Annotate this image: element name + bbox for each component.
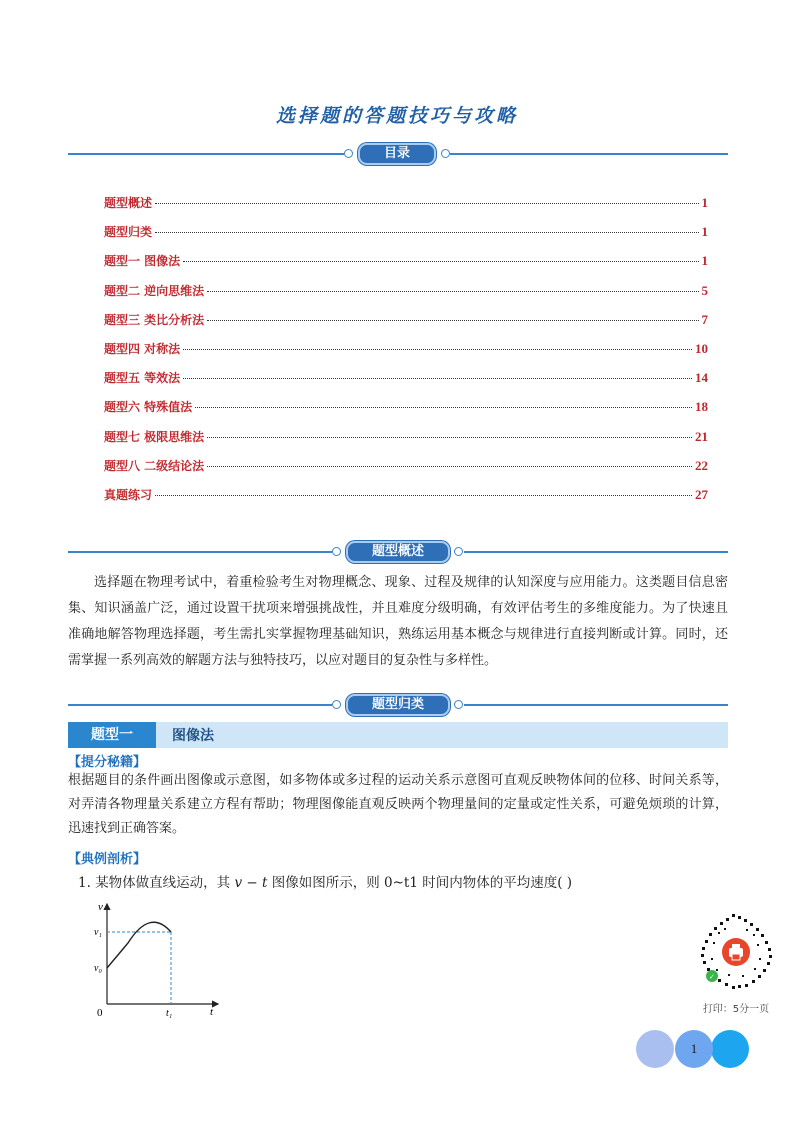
overview-heading-bar bbox=[68, 541, 728, 563]
y-axis-label: v bbox=[98, 901, 103, 913]
qr-caption: 打印：5分一页 bbox=[702, 1004, 770, 1015]
divider-line bbox=[68, 153, 344, 155]
question-text-pre: 某物体做直线运动，其 bbox=[95, 875, 231, 891]
question-variable: v − t bbox=[234, 875, 268, 891]
toc-item[interactable]: 题型归类 1 bbox=[104, 224, 708, 240]
svg-text:✓: ✓ bbox=[709, 973, 715, 981]
divider-line bbox=[464, 704, 728, 706]
origin-label: 0 bbox=[97, 1007, 103, 1019]
divider-line bbox=[464, 551, 728, 553]
vt-curve bbox=[107, 922, 171, 968]
classify-heading-bar bbox=[68, 694, 728, 716]
v0-label: v₀ bbox=[94, 963, 102, 974]
type-name: 图像法 bbox=[172, 728, 214, 744]
toc-item[interactable]: 题型五 等效法 14 bbox=[104, 370, 708, 386]
question-number: 1. bbox=[78, 875, 91, 891]
v1-label: v₁ bbox=[94, 927, 102, 938]
decor-circle bbox=[711, 1030, 749, 1068]
toc-item[interactable]: 题型概述 1 bbox=[104, 195, 708, 210]
page-indicator bbox=[636, 1030, 756, 1068]
qr-code-icon[interactable] bbox=[698, 914, 774, 990]
divider-dot bbox=[344, 149, 353, 158]
toc-item[interactable]: 题型二 逆向思维法 5 bbox=[104, 282, 708, 298]
toc-item[interactable]: 题型六 特殊值法 18 bbox=[104, 399, 708, 415]
toc-heading-bar bbox=[68, 143, 728, 165]
x-axis-label: t bbox=[210, 1006, 214, 1018]
table-of-contents bbox=[104, 194, 708, 515]
type-section-header bbox=[68, 722, 728, 748]
divider-dot bbox=[441, 149, 450, 158]
toc-item[interactable]: 题型三 类比分析法 7 bbox=[104, 311, 708, 327]
toc-item[interactable]: 真题练习 27 bbox=[104, 486, 708, 502]
toc-item[interactable]: 题型七 极限思维法 21 bbox=[104, 428, 708, 444]
tips-heading: 【提分秘籍】 bbox=[68, 755, 147, 770]
divider-line bbox=[450, 153, 728, 155]
t1-label: t₁ bbox=[166, 1008, 173, 1019]
toc-item[interactable]: 题型八 二级结论法 22 bbox=[104, 457, 708, 473]
question-text-post: 图像如图所示，则 0~t1 时间内物体的平均速度( ) bbox=[271, 875, 573, 891]
divider-dot bbox=[332, 700, 341, 709]
divider-dot bbox=[454, 547, 463, 556]
example-heading: 【典例剖析】 bbox=[68, 852, 147, 867]
tips-paragraph: 根据题目的条件画出图像或示意图，如多物体或多过程的运动关系示意图可直观反映物体间的位移、时间关系等，对弄清各物理量关系建立方程有帮助；物理图像能直观反映两个物理量间的定量或定性关系，可避免烦琐的计算，迅速找到正确答案。 bbox=[68, 773, 728, 836]
overview-paragraph: 选择题在物理考试中，着重检验考生对物理概念、现象、过程及规律的认知深度与应用能力。这类题目信息密集、知识涵盖广泛，通过设置干扰项来增强挑战性，并且难度分级明确，有效评估考生的多维度能力。为了快速且准确地解答物理选择题，考生需扎实掌握物理基础知识，熟练运用基本概念与规律进行直接判断或计算。同时，还需掌握一系列高效的解题方法与独特技巧，以应对题目的复杂性与多样性。 bbox=[68, 575, 728, 668]
divider-line bbox=[68, 551, 332, 553]
divider-line bbox=[68, 704, 332, 706]
question-1 bbox=[78, 871, 572, 891]
toc-item[interactable]: 题型一 图像法 1 bbox=[104, 253, 708, 269]
divider-dot bbox=[454, 700, 463, 709]
vt-graph bbox=[88, 898, 228, 1022]
classify-heading: 题型归类 bbox=[346, 694, 450, 716]
toc-heading: 目录 bbox=[358, 143, 436, 165]
type-tag: 题型一 bbox=[68, 722, 156, 748]
page-number: 1 bbox=[675, 1030, 713, 1068]
overview-heading: 题型概述 bbox=[346, 541, 450, 563]
divider-dot bbox=[332, 547, 341, 556]
toc-item[interactable]: 题型四 对称法 10 bbox=[104, 340, 708, 356]
decor-circle bbox=[636, 1030, 674, 1068]
document-title: 选择题的答题技巧与攻略 bbox=[275, 105, 518, 127]
